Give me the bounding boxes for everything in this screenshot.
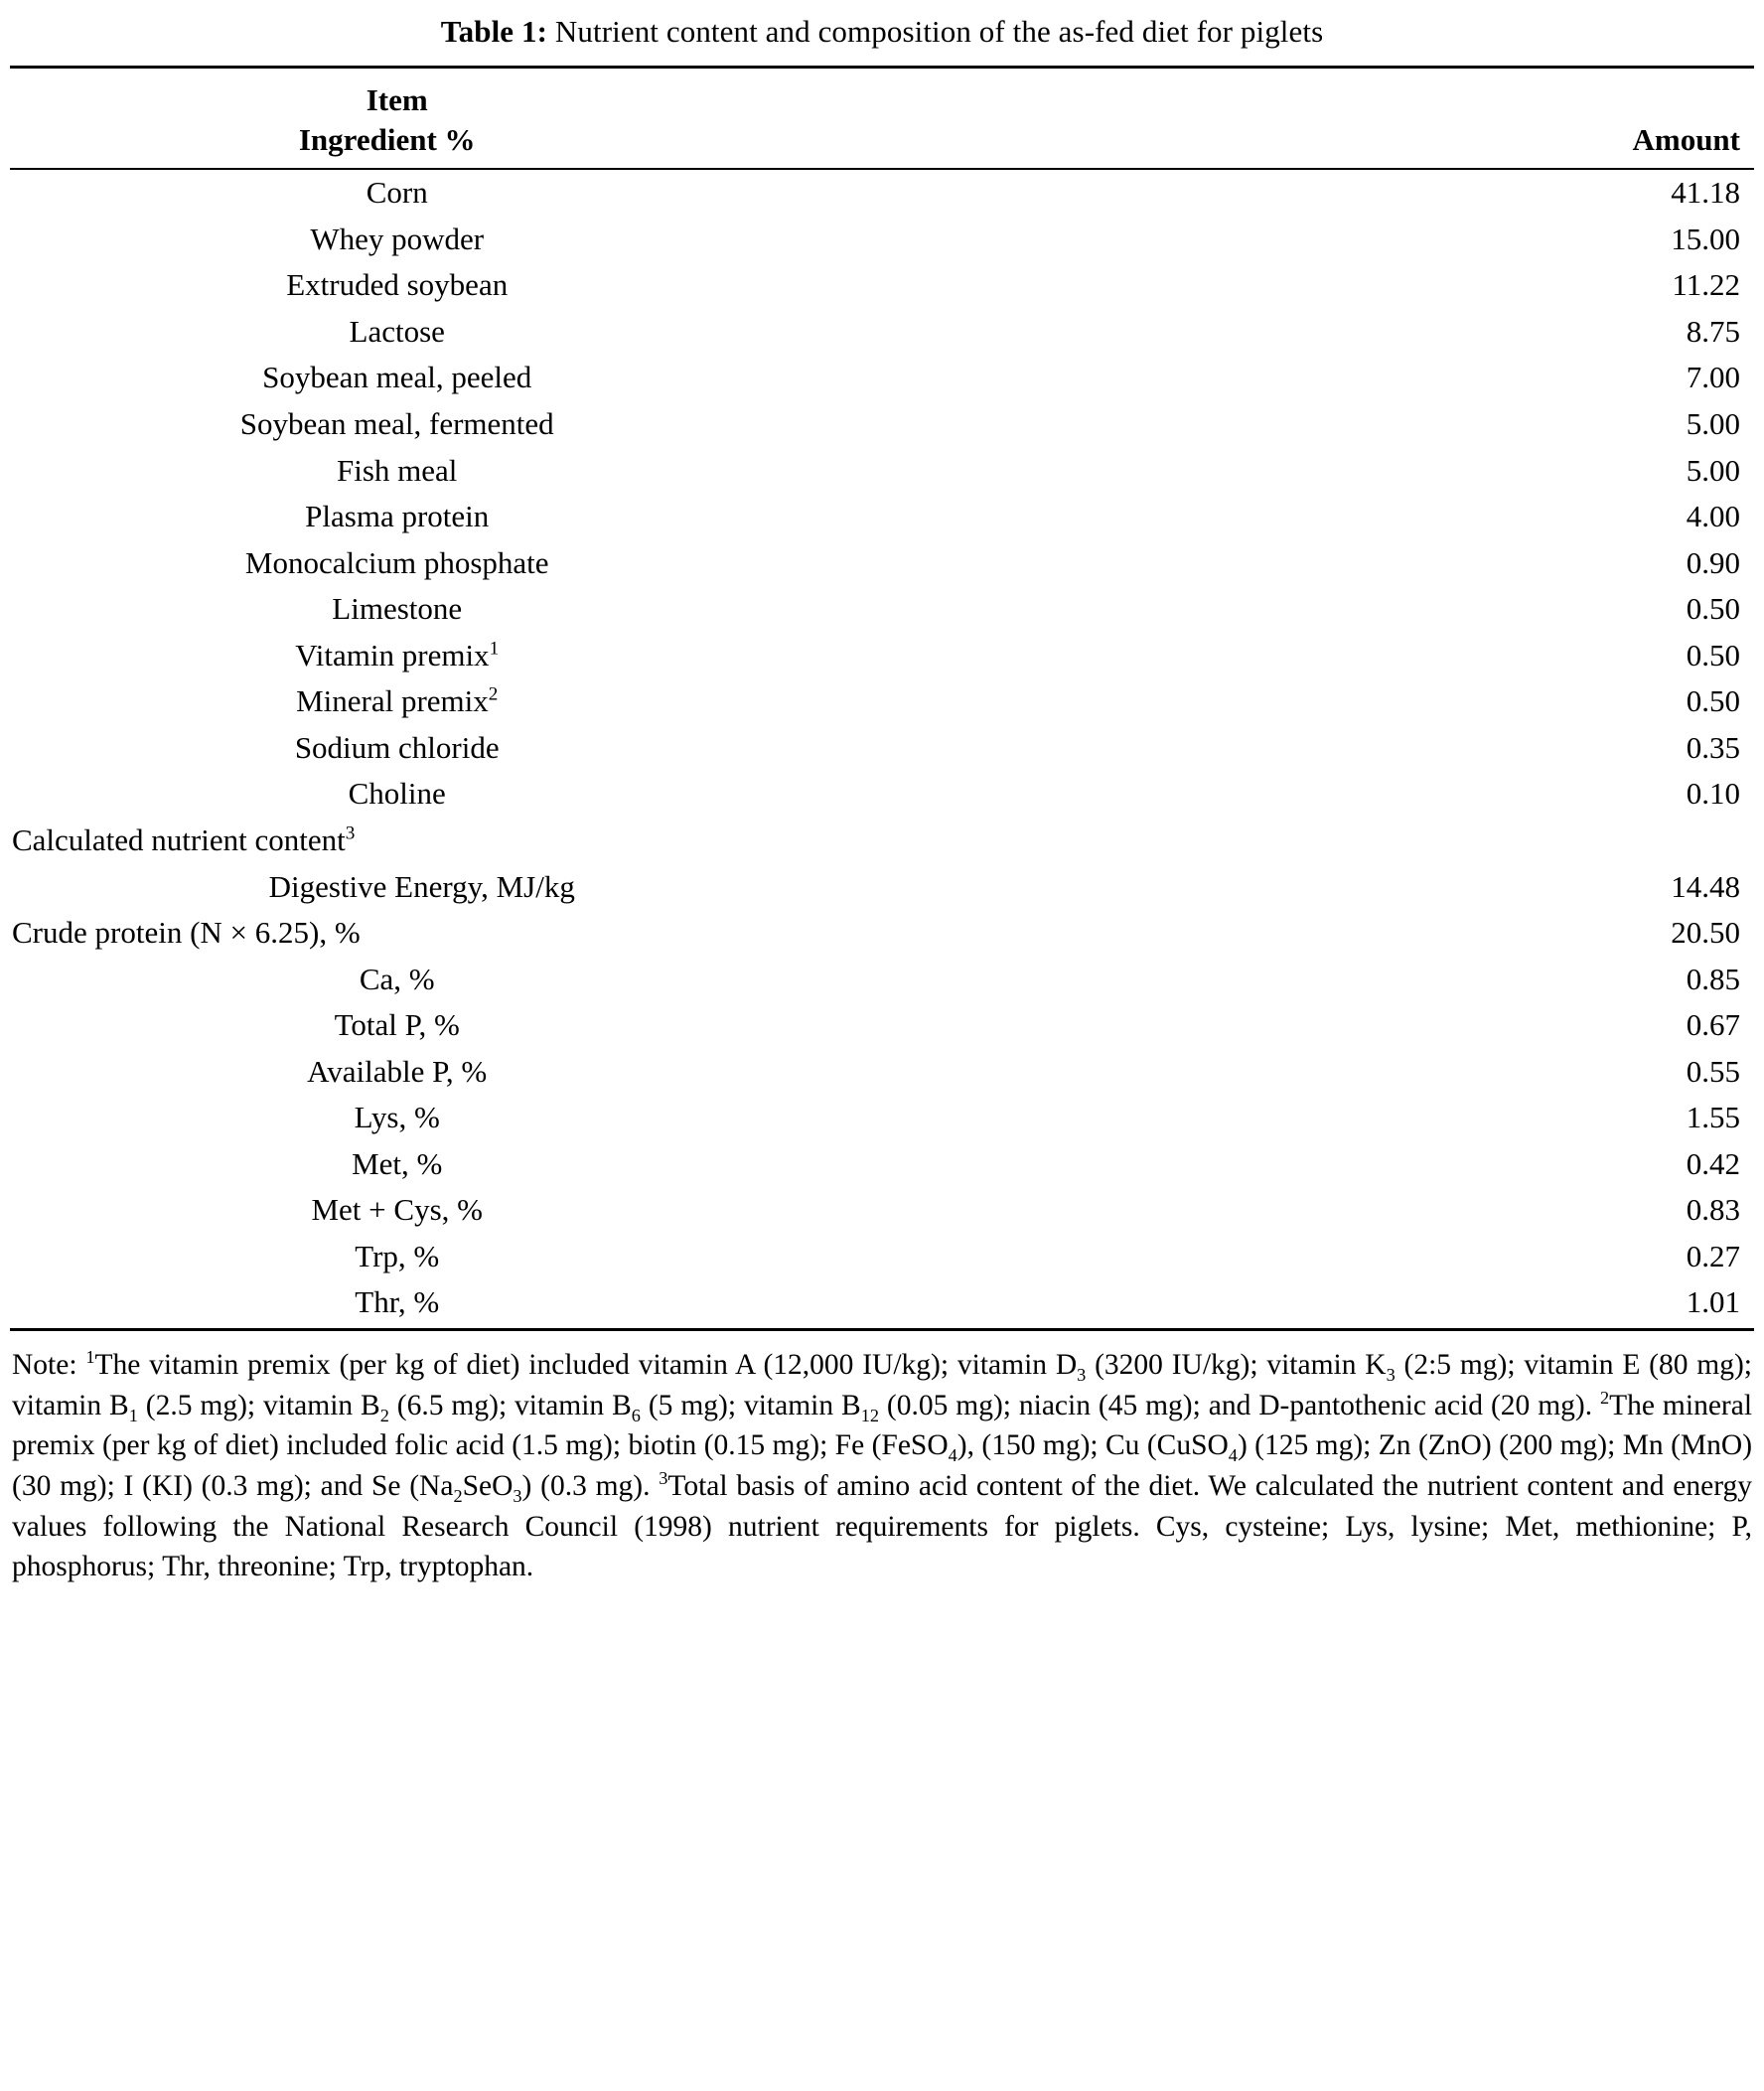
row-label: Total P, % bbox=[334, 1007, 460, 1043]
note-text: The vitamin premix (per kg of diet) included vitamin A (12,000 IU/kg); vitamin D bbox=[94, 1348, 1078, 1381]
column-header-item-line1: Item bbox=[366, 82, 428, 118]
table-row bbox=[10, 494, 1754, 540]
row-value: 8.75 bbox=[1686, 313, 1740, 349]
row-value: 0.35 bbox=[1686, 729, 1740, 765]
row-value bbox=[1300, 818, 1754, 864]
row-label: Ca, % bbox=[359, 961, 435, 996]
table-row bbox=[10, 1141, 1754, 1188]
table-row bbox=[10, 355, 1754, 401]
row-label: Met, % bbox=[352, 1145, 443, 1181]
table-row bbox=[10, 309, 1754, 356]
note-text: ) (125 mg); Zn (ZnO) (200 mg); Mn (MnO) (30 mg); I (KI) (0.3 mg); and Se (Na bbox=[12, 1429, 1753, 1503]
row-label: Vitamin premix$^1$ bbox=[295, 637, 500, 672]
note-subscript: 4 bbox=[1228, 1445, 1238, 1466]
table-row bbox=[10, 957, 1754, 1003]
table-row bbox=[10, 633, 1754, 679]
row-label: Calculated nutrient content$^3$ bbox=[12, 821, 356, 857]
row-value: 1.01 bbox=[1300, 1279, 1754, 1329]
note-text: The mineral premix (per kg of diet) included folic acid (1.5 mg); biotin (0.15 mg); Fe (FeSO bbox=[12, 1389, 1753, 1462]
column-header-item bbox=[10, 68, 1300, 170]
row-value: 0.50 bbox=[1686, 591, 1740, 627]
table-row bbox=[10, 818, 1754, 864]
row-value: 0.50 bbox=[1686, 683, 1740, 719]
row-value: 0.27 bbox=[1686, 1238, 1740, 1273]
row-value: 41.18 bbox=[1671, 175, 1740, 211]
caption-label: Table 1: bbox=[440, 14, 548, 49]
row-value: 1.55 bbox=[1686, 1100, 1740, 1135]
row-label: Thr, % bbox=[10, 1279, 1300, 1329]
row-value: 0.83 bbox=[1686, 1192, 1740, 1228]
column-header-item-line2: Ingredient % bbox=[298, 122, 476, 158]
note-subscript: 3 bbox=[513, 1485, 522, 1506]
row-value: 14.48 bbox=[1671, 868, 1740, 904]
note-subscript: 2 bbox=[379, 1405, 389, 1425]
row-label: Mineral premix$^2$ bbox=[296, 683, 499, 719]
row-label: Limestone bbox=[332, 591, 463, 627]
row-value: 11.22 bbox=[1672, 267, 1740, 303]
row-label: Plasma protein bbox=[305, 499, 490, 534]
note-subscript: 1 bbox=[128, 1405, 138, 1425]
row-value: 0.85 bbox=[1686, 961, 1740, 996]
caption-text: Nutrient content and composition of the as-fed diet for piglets bbox=[554, 14, 1324, 49]
footnote-marker: 1 bbox=[489, 638, 500, 660]
table-row bbox=[10, 725, 1754, 772]
column-header-amount: Amount bbox=[1300, 68, 1754, 170]
table-row bbox=[10, 217, 1754, 263]
note-subscript: 2 bbox=[453, 1485, 463, 1506]
table-head bbox=[10, 68, 1754, 170]
note-superscript: 3 bbox=[659, 1468, 668, 1489]
note-text: ) (0.3 mg). bbox=[521, 1470, 660, 1503]
row-label: Met + Cys, % bbox=[311, 1192, 483, 1228]
note-subscript: 4 bbox=[948, 1445, 957, 1466]
table-note bbox=[10, 1345, 1754, 1587]
table-caption bbox=[10, 12, 1754, 52]
table-row bbox=[10, 864, 1754, 911]
row-label: Sodium chloride bbox=[294, 729, 500, 765]
row-value: 0.90 bbox=[1686, 544, 1740, 580]
row-value: 0.10 bbox=[1686, 776, 1740, 812]
note-text: (2.5 mg); vitamin B bbox=[137, 1389, 380, 1421]
table-row bbox=[10, 540, 1754, 587]
note-text: Note: bbox=[12, 1348, 86, 1381]
row-value: 15.00 bbox=[1671, 221, 1740, 256]
note-subscript: 12 bbox=[860, 1405, 879, 1425]
note-text: ), (150 mg); Cu (CuSO bbox=[956, 1429, 1229, 1462]
table-row bbox=[10, 262, 1754, 309]
note-subscript: 3 bbox=[1386, 1364, 1396, 1385]
table-header-row bbox=[10, 68, 1754, 170]
table-row bbox=[10, 1187, 1754, 1234]
row-label: Available P, % bbox=[307, 1053, 488, 1089]
row-label: Soybean meal, fermented bbox=[239, 406, 554, 442]
row-value: 0.50 bbox=[1686, 637, 1740, 672]
row-value: 0.42 bbox=[1686, 1145, 1740, 1181]
note-subscript: 6 bbox=[631, 1405, 641, 1425]
row-label: Soybean meal, peeled bbox=[262, 360, 532, 395]
row-label: Monocalcium phosphate bbox=[244, 544, 549, 580]
row-label: Lactose bbox=[349, 313, 445, 349]
note-text: (3200 IU/kg); vitamin K bbox=[1086, 1348, 1387, 1381]
table-row bbox=[10, 1279, 1754, 1329]
footnote-marker: 3 bbox=[345, 822, 356, 844]
row-value: 0.67 bbox=[1686, 1007, 1740, 1043]
note-text: SeO bbox=[462, 1470, 514, 1503]
note-text: (0.05 mg); niacin (45 mg); and D-pantothenic acid (20 mg). bbox=[878, 1389, 1601, 1421]
table-row bbox=[10, 1002, 1754, 1049]
row-value: 7.00 bbox=[1686, 360, 1740, 395]
table-row bbox=[10, 448, 1754, 495]
table-body bbox=[10, 169, 1754, 1329]
note-subscript: 3 bbox=[1077, 1364, 1087, 1385]
table-row bbox=[10, 169, 1754, 217]
nutrient-table bbox=[10, 66, 1754, 1331]
note-text: (6.5 mg); vitamin B bbox=[388, 1389, 632, 1421]
row-value: 5.00 bbox=[1686, 406, 1740, 442]
note-superscript: 2 bbox=[1600, 1387, 1610, 1408]
table-row bbox=[10, 771, 1754, 818]
row-label: Digestive Energy, MJ/kg bbox=[268, 868, 575, 904]
table-row bbox=[10, 1049, 1754, 1096]
table-row bbox=[10, 910, 1754, 957]
row-label: Whey powder bbox=[310, 221, 485, 256]
row-value: 20.50 bbox=[1671, 915, 1740, 951]
note-text: (2:5 mg); vitamin E (80 mg); vitamin B bbox=[12, 1348, 1752, 1421]
row-label: Extruded soybean bbox=[286, 267, 509, 303]
table-row bbox=[10, 401, 1754, 448]
row-value: 5.00 bbox=[1686, 452, 1740, 488]
table-row bbox=[10, 678, 1754, 725]
row-label: Crude protein (N × 6.25), % bbox=[12, 915, 361, 951]
table-row bbox=[10, 586, 1754, 633]
row-label: Lys, % bbox=[354, 1100, 440, 1135]
row-label: Fish meal bbox=[337, 452, 458, 488]
row-value: 0.55 bbox=[1686, 1053, 1740, 1089]
note-text: Total basis of amino acid content of the diet. We calculated the nutrient content and energy values following the National Research Council (1998) nutrient requirements for piglets. Cys, cysteine; Lys, lysine; Met, methionine; P, phosphorus; Thr, threonine; Trp, tryptophan. bbox=[12, 1470, 1753, 1583]
table-row bbox=[10, 1234, 1754, 1280]
footnote-marker: 2 bbox=[488, 683, 499, 705]
row-label: Corn bbox=[366, 175, 428, 211]
note-superscript: 1 bbox=[85, 1347, 95, 1368]
row-value: 4.00 bbox=[1686, 499, 1740, 534]
table-row bbox=[10, 1095, 1754, 1141]
note-text: (5 mg); vitamin B bbox=[640, 1389, 861, 1421]
row-label: Trp, % bbox=[355, 1238, 440, 1273]
row-label: Choline bbox=[348, 776, 446, 812]
